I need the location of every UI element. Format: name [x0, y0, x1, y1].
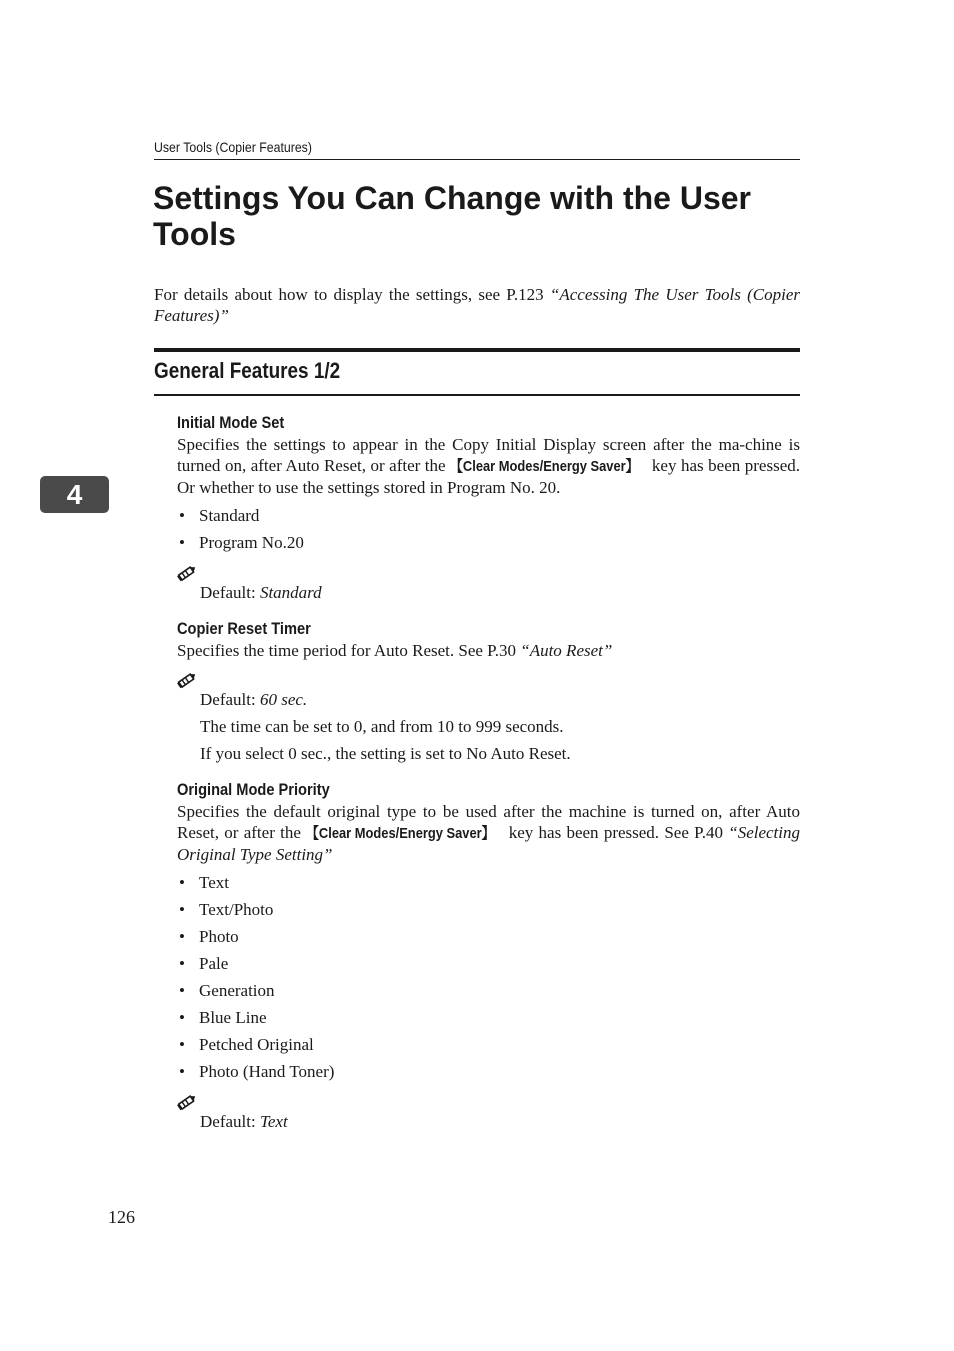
list-item: • Petched Original [179, 1035, 314, 1054]
list-item: • Blue Line [179, 1008, 267, 1027]
initial-mode-options [177, 502, 800, 556]
initial-mode-default: Default: Standard [200, 583, 322, 602]
running-header: User Tools (Copier Features) [154, 139, 312, 155]
pencil-note-icon [177, 1093, 197, 1111]
section-rule-bottom [154, 394, 800, 396]
pencil-note-icon [177, 671, 197, 689]
original-mode-description: Specifies the default original type to be used after the machine is turned on, after Auto Reset, or after the 【Clear Modes/Energy Saver】 key has been pressed. See P.40 “Selecting Original Type Setting” [177, 802, 800, 864]
settings-content [177, 412, 800, 1132]
header-rule [154, 159, 800, 160]
chapter-number: 4 [66, 479, 83, 510]
original-mode-default: Default: Text [200, 1112, 288, 1131]
copier-reset-default: Default: 60 sec. [200, 690, 308, 709]
page-number: 126 [108, 1207, 135, 1227]
copier-reset-heading: Copier Reset Timer [177, 619, 311, 638]
original-mode-options [177, 869, 800, 1085]
initial-mode-heading: Initial Mode Set [177, 413, 285, 432]
copier-reset-description: Specifies the time period for Auto Reset. See P.30 “Auto Reset” [177, 641, 613, 660]
clear-modes-key-label: 【Clear Modes/Energy Saver】 [306, 825, 495, 842]
chapter-tab [40, 476, 109, 513]
list-item: • Standard [179, 506, 260, 525]
copier-reset-note-range: The time can be set to 0, and from 10 to 999 seconds. [200, 717, 564, 736]
list-item: • Program No.20 [179, 533, 304, 552]
list-item: • Text [179, 873, 229, 892]
list-item: • Generation [179, 981, 275, 1000]
intro-paragraph [154, 284, 800, 326]
section-rule-top [154, 348, 800, 352]
initial-mode-description: Specifies the settings to appear in the Copy Initial Display screen after the ma-chine is turned on, after Auto Reset, or after the 【Clear Modes/Energy Saver】 key has been pressed. Or whether to use the settings stored in Program No. 20. [177, 435, 801, 497]
section-title: General Features 1/2 [154, 358, 341, 383]
intro-text: For details about how to display the settings, see P.123 [154, 285, 550, 304]
pencil-note-icon [177, 564, 197, 582]
list-item: • Pale [179, 954, 229, 973]
original-mode-reference[interactable]: “Selecting Original Type Setting” [177, 823, 800, 864]
intro-reference[interactable]: “Accessing The User Tools (Copier Features)” [154, 285, 801, 325]
clear-modes-key-label: 【Clear Modes/Energy Saver】 [450, 458, 639, 475]
copier-reset-reference[interactable]: “Auto Reset” [520, 641, 613, 660]
copier-reset-note-zero: If you select 0 sec., the setting is set to No Auto Reset. [200, 744, 571, 763]
list-item: • Text/Photo [179, 900, 274, 919]
list-item: • Photo [179, 927, 239, 946]
list-item: • Photo (Hand Toner) [179, 1062, 335, 1081]
page-title: Settings You Can Change with the User Tools [153, 180, 751, 252]
original-mode-heading: Original Mode Priority [177, 780, 330, 799]
